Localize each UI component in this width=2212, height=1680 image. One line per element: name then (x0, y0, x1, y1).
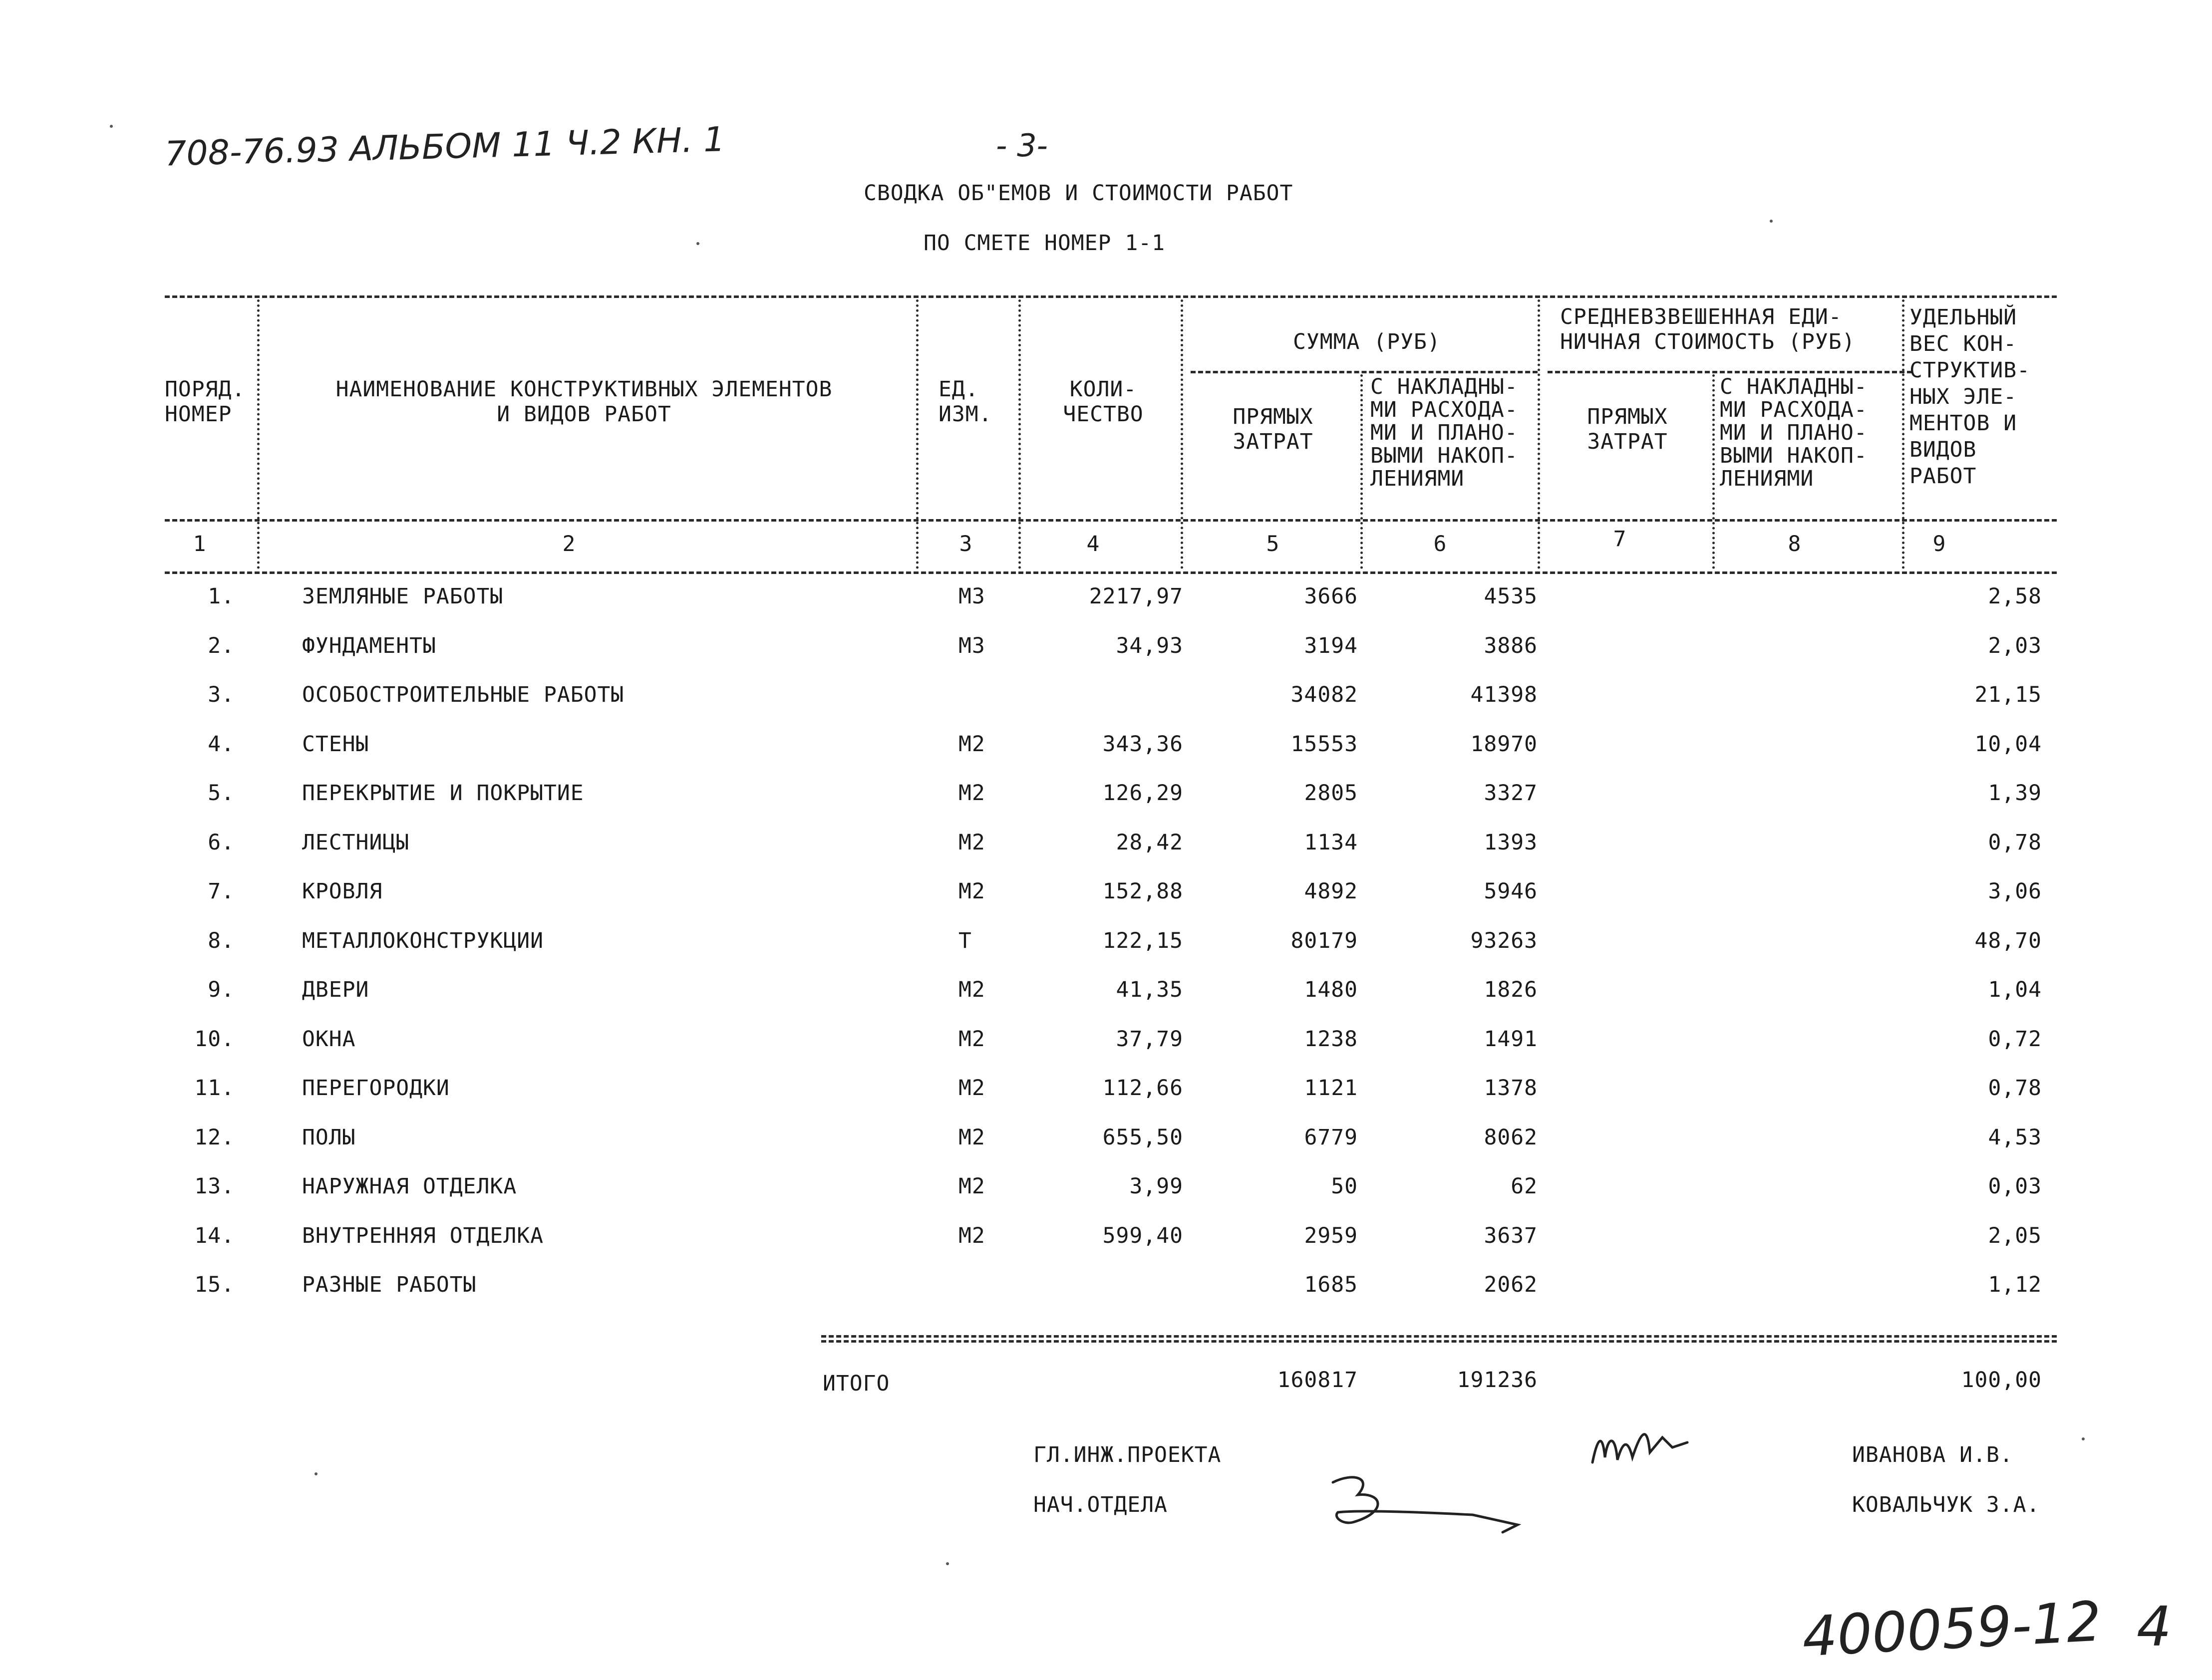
scan-speck (110, 125, 113, 128)
row-quantity: 126,29 (1102, 781, 1183, 806)
column-number: 6 (1433, 532, 1447, 557)
header-name: НАИМЕНОВАНИЕ КОНСТРУКТИВНЫХ ЭЛЕМЕНТОВ И ВИДОВ РАБОТ (335, 377, 833, 427)
row-direct: 3194 (1304, 633, 1358, 658)
row-name: СТЕНЫ (302, 731, 369, 757)
row-unit: М2 (958, 977, 985, 1002)
row-overhead: 3327 (1484, 781, 1538, 806)
col-separator (1018, 299, 1021, 569)
row-quantity: 152,88 (1102, 879, 1183, 904)
row-name: ОСОБОСТРОИТЕЛЬНЫЕ РАБОТЫ (302, 682, 625, 707)
chief-engineer-role: ГЛ.ИНЖ.ПРОЕКТА (1033, 1442, 1222, 1467)
col-separator (916, 299, 919, 569)
row-unit: М2 (958, 1124, 985, 1150)
row-unit: М2 (958, 731, 985, 757)
row-overhead: 8062 (1484, 1124, 1538, 1150)
row-ordinal: 11. (194, 1076, 235, 1101)
chief-engineer-name: ИВАНОВА И.В. (1852, 1442, 2013, 1467)
col-separator (1538, 299, 1540, 569)
row-unit: Т (958, 928, 972, 953)
row-direct: 1480 (1304, 977, 1358, 1002)
row-ordinal: 5. (208, 781, 235, 806)
table-row (0, 781, 2212, 811)
row-weight: 2,03 (1988, 633, 2042, 658)
row-overhead: 62 (1511, 1174, 1538, 1199)
header-with-overheads: С НАКЛАДНЫ- МИ РАСХОДА- МИ И ПЛАНО- ВЫМИ НАКОП- ЛЕНИЯМИ (1370, 374, 1518, 491)
row-quantity: 343,36 (1102, 731, 1183, 757)
row-ordinal: 10. (194, 1026, 235, 1052)
row-direct: 6779 (1304, 1124, 1358, 1150)
row-direct: 15553 (1290, 731, 1358, 757)
table-top-rule (165, 295, 2057, 298)
table-row (0, 830, 2212, 860)
scan-speck (946, 1562, 949, 1565)
row-overhead: 18970 (1470, 731, 1538, 757)
row-direct: 2959 (1304, 1223, 1358, 1248)
total-direct: 160817 (1277, 1368, 1358, 1393)
header-quantity: КОЛИ- ЧЕСТВО (1063, 377, 1144, 427)
row-name: ПОЛЫ (302, 1124, 356, 1150)
row-direct: 1134 (1304, 830, 1358, 855)
row-unit: М2 (958, 1174, 985, 1199)
row-unit: М2 (958, 830, 985, 855)
column-number: 7 (1613, 527, 1627, 552)
row-unit: М3 (958, 633, 985, 658)
row-ordinal: 7. (208, 879, 235, 904)
row-unit: М2 (958, 879, 985, 904)
row-direct: 34082 (1290, 682, 1358, 707)
total-label: ИТОГО (823, 1371, 890, 1396)
col-separator (1181, 299, 1183, 569)
table-row (0, 682, 2212, 712)
total-overhead: 191236 (1457, 1368, 1538, 1393)
row-quantity: 655,50 (1102, 1124, 1183, 1150)
department-head-name: КОВАЛЬЧУК З.А. (1852, 1492, 2040, 1517)
row-weight: 2,05 (1988, 1223, 2042, 1248)
table-row (0, 928, 2212, 958)
scan-speck (696, 242, 699, 245)
table-row (0, 1076, 2212, 1106)
row-ordinal: 15. (194, 1272, 235, 1297)
row-ordinal: 4. (208, 731, 235, 757)
table-row (0, 1174, 2212, 1204)
header-bottom-rule (165, 519, 2057, 522)
row-name: РАЗНЫЕ РАБОТЫ (302, 1272, 477, 1297)
table-row (0, 1272, 2212, 1302)
row-ordinal: 1. (208, 584, 235, 609)
total-weight: 100,00 (1961, 1368, 2042, 1393)
row-direct: 50 (1331, 1174, 1358, 1199)
table-row (0, 977, 2212, 1007)
row-overhead: 93263 (1470, 928, 1538, 953)
row-ordinal: 13. (194, 1174, 235, 1199)
row-overhead: 41398 (1470, 682, 1538, 707)
column-number: 3 (959, 532, 973, 557)
signature-scribble-1 (1587, 1417, 1717, 1477)
row-unit: М2 (958, 1076, 985, 1101)
row-ordinal: 9. (208, 977, 235, 1002)
row-direct: 1238 (1304, 1026, 1358, 1052)
row-ordinal: 2. (208, 633, 235, 658)
row-name: ВНУТРЕННЯЯ ОТДЕЛКА (302, 1223, 544, 1248)
document-title: СВОДКА ОБ"ЕМОВ И СТОИМОСТИ РАБОТ (864, 181, 1293, 206)
column-number: 8 (1788, 532, 1802, 557)
row-name: ОКНА (302, 1026, 356, 1052)
row-weight: 0,03 (1988, 1174, 2042, 1199)
column-number: 2 (562, 532, 576, 557)
col-separator (1902, 299, 1904, 569)
row-overhead: 3637 (1484, 1223, 1538, 1248)
table-row (0, 1125, 2212, 1155)
table-row (0, 732, 2212, 762)
avg-group-rule (1548, 371, 1912, 373)
col-separator (257, 299, 260, 569)
row-ordinal: 6. (208, 830, 235, 855)
header-sum-group: СУММА (РУБ) (1293, 329, 1441, 354)
header-avg-direct-costs: ПРЯМЫХ ЗАТРАТ (1587, 404, 1668, 454)
row-quantity: 122,15 (1102, 928, 1183, 953)
row-name: НАРУЖНАЯ ОТДЕЛКА (302, 1174, 517, 1199)
row-quantity: 41,35 (1116, 977, 1183, 1002)
header-unit: ЕД. ИЗМ. (939, 377, 992, 427)
header-direct-costs: ПРЯМЫХ ЗАТРАТ (1233, 404, 1313, 454)
header-ordinal: ПОРЯД. НОМЕР (165, 377, 246, 427)
row-overhead: 1826 (1484, 977, 1538, 1002)
page-number: - 3- (996, 127, 1048, 164)
row-direct: 2805 (1304, 781, 1358, 806)
row-quantity: 37,79 (1116, 1026, 1183, 1052)
table-row (0, 1027, 2212, 1057)
album-reference: 708-76.93 АЛЬБОМ 11 Ч.2 КН. 1 (164, 120, 726, 174)
row-quantity: 3,99 (1129, 1174, 1183, 1199)
table-row (0, 633, 2212, 663)
row-ordinal: 12. (194, 1124, 235, 1150)
row-name: ПЕРЕКРЫТИЕ И ПОКРЫТИЕ (302, 781, 584, 806)
row-weight: 10,04 (1974, 731, 2042, 757)
row-ordinal: 8. (208, 928, 235, 953)
row-weight: 4,53 (1988, 1124, 2042, 1150)
col-separator (1360, 374, 1363, 569)
row-unit: М2 (958, 1026, 985, 1052)
scan-speck (315, 1472, 317, 1475)
row-direct: 1685 (1304, 1272, 1358, 1297)
row-name: ЛЕСТНИЦЫ (302, 830, 410, 855)
row-overhead: 3886 (1484, 633, 1538, 658)
row-overhead: 1393 (1484, 830, 1538, 855)
row-overhead: 5946 (1484, 879, 1538, 904)
col-separator (1712, 374, 1715, 569)
row-weight: 0,78 (1988, 1076, 2042, 1101)
row-weight: 48,70 (1974, 928, 2042, 953)
row-unit: М3 (958, 584, 985, 609)
row-direct: 3666 (1304, 584, 1358, 609)
row-direct: 4892 (1304, 879, 1358, 904)
row-quantity: 34,93 (1116, 633, 1183, 658)
row-weight: 0,78 (1988, 830, 2042, 855)
signature-scribble-2 (1323, 1467, 1533, 1547)
row-ordinal: 14. (194, 1223, 235, 1248)
column-number: 5 (1266, 532, 1280, 557)
row-weight: 2,58 (1988, 584, 2042, 609)
scan-speck (2082, 1437, 2085, 1440)
table-row (0, 1223, 2212, 1253)
row-quantity: 112,66 (1102, 1076, 1183, 1101)
row-name: ДВЕРИ (302, 977, 369, 1002)
row-weight: 3,06 (1988, 879, 2042, 904)
header-avg-group: СРЕДНЕВЗВЕШЕННАЯ ЕДИ- НИЧНАЯ СТОИМОСТЬ (РУБ) (1560, 304, 1856, 354)
total-rule (821, 1335, 2057, 1338)
row-unit: М2 (958, 781, 985, 806)
row-weight: 1,12 (1988, 1272, 2042, 1297)
row-weight: 0,72 (1988, 1026, 2042, 1052)
department-head-role: НАЧ.ОТДЕЛА (1033, 1492, 1168, 1517)
table-row (0, 584, 2212, 614)
document-subtitle: ПО СМЕТЕ НОМЕР 1-1 (924, 231, 1165, 256)
row-weight: 1,04 (1988, 977, 2042, 1002)
row-quantity: 28,42 (1116, 830, 1183, 855)
row-direct: 1121 (1304, 1076, 1358, 1101)
table-row (0, 879, 2212, 909)
row-quantity: 2217,97 (1089, 584, 1183, 609)
row-weight: 1,39 (1988, 781, 2042, 806)
row-overhead: 1491 (1484, 1026, 1538, 1052)
row-name: ПЕРЕГОРОДКИ (302, 1076, 450, 1101)
row-direct: 80179 (1290, 928, 1358, 953)
row-name: КРОВЛЯ (302, 879, 383, 904)
scan-speck (1770, 220, 1773, 223)
row-weight: 21,15 (1974, 682, 2042, 707)
row-ordinal: 3. (208, 682, 235, 707)
column-number: 1 (193, 532, 207, 557)
sum-group-rule (1191, 371, 1538, 373)
document-number: 400059-12 (1801, 1589, 2103, 1669)
row-overhead: 1378 (1484, 1076, 1538, 1101)
row-unit: М2 (958, 1223, 985, 1248)
column-number: 9 (1932, 532, 1946, 557)
header-unit-weight: УДЕЛЬНЫЙ ВЕС КОН- СТРУКТИВ- НЫХ ЭЛЕ- МЕНТОВ И ВИДОВ РАБОТ (1909, 305, 2030, 489)
column-number: 4 (1086, 532, 1100, 557)
column-numbers-rule (165, 571, 2057, 574)
row-overhead: 2062 (1484, 1272, 1538, 1297)
row-quantity: 599,40 (1102, 1223, 1183, 1248)
total-rule-2 (821, 1340, 2057, 1343)
row-name: ФУНДАМЕНТЫ (302, 633, 436, 658)
header-avg-with-overheads: С НАКЛАДНЫ- МИ РАСХОДА- МИ И ПЛАНО- ВЫМИ НАКОП- ЛЕНИЯМИ (1720, 374, 1868, 491)
sheet-number: 4 (2137, 1595, 2172, 1659)
row-name: ЗЕМЛЯНЫЕ РАБОТЫ (302, 584, 504, 609)
row-name: МЕТАЛЛОКОНСТРУКЦИИ (302, 928, 544, 953)
row-overhead: 4535 (1484, 584, 1538, 609)
